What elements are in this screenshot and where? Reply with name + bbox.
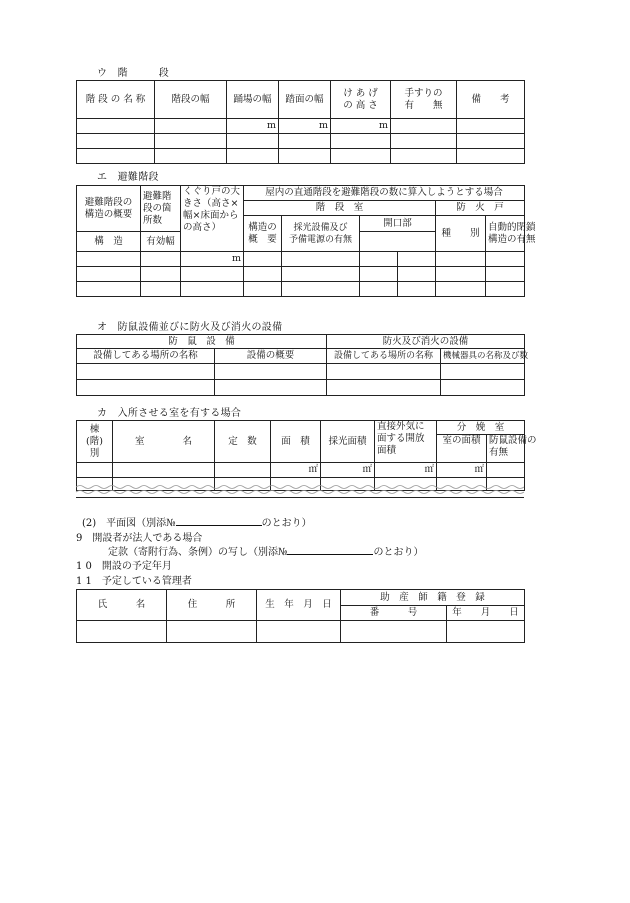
header-fire-machines: 機械器具の名称及び数	[441, 349, 525, 364]
cell-room-area-unit: ㎡	[437, 463, 487, 478]
cell-riser-height-unit: m	[331, 119, 391, 134]
header-structure-overview: 避難階段の 構造の概要	[77, 186, 141, 232]
header-capacity: 定 数	[215, 421, 271, 463]
section-evacuation-stairs-heading: エ 避難階段	[97, 172, 159, 183]
header-wicket-size: くぐり戸の大 きさ（高さ× 幅×床面から の高さ）	[181, 186, 244, 252]
header-opening-structure: 構 造	[77, 232, 141, 252]
header-opening: 開口部	[360, 216, 436, 232]
header-light-area: 採光面積	[321, 421, 375, 463]
header-delivery-room: 分 娩 室	[437, 421, 525, 435]
header-fire-door: 防 火 戸	[436, 201, 525, 216]
header-tread-width: 踏面の幅	[279, 81, 331, 119]
header-auto-close: 自動的閉鎖 構造の有無	[486, 216, 525, 252]
header-door-type: 種 別	[436, 216, 486, 252]
rodent-fire-table	[76, 334, 529, 396]
header-opening-width: 有効幅	[141, 232, 181, 252]
cell-tread-width-unit: m	[279, 119, 331, 134]
cell-remarks	[457, 119, 525, 134]
corporate-founder-line: 9 開設者が法人である場合	[76, 533, 203, 544]
header-name: 氏 名	[77, 590, 167, 621]
header-indoor-stairs: 屋内の直通階段を避難階段の数に算入しようとする場合	[244, 186, 525, 201]
header-stair-width: 階段の幅	[155, 81, 227, 119]
table-break-mark	[76, 483, 524, 495]
cell-registration-date[interactable]	[447, 621, 525, 643]
floor-plan-line: (2) 平面図（別添№ のとおり）	[82, 514, 312, 529]
header-stair-name: 階 段 の 名 称	[77, 81, 155, 119]
cell-stair-name	[77, 119, 155, 134]
header-rodent-place: 設備してある場所の名称	[77, 349, 215, 364]
header-fire-equipment: 防火及び消火の設備	[327, 335, 525, 349]
header-structure-summary: 構造の 概 要	[244, 216, 282, 252]
table-bottom-rule	[76, 497, 524, 498]
header-fire-place: 設備してある場所の名称	[327, 349, 441, 364]
header-registration-date: 年 月 日	[447, 606, 525, 621]
header-birthdate: 生 年 月 日	[257, 590, 341, 621]
cell-open-area-unit: ㎡	[375, 463, 437, 478]
header-area: 面 積	[271, 421, 321, 463]
header-landing-width: 踊場の幅	[227, 81, 279, 119]
cell-manager-birthdate[interactable]	[257, 621, 341, 643]
evacuation-stairs-table	[76, 185, 536, 297]
header-stair-count: 避難階 段の箇 所数	[141, 186, 181, 232]
section-stairs-heading: ウ 階 段	[97, 68, 170, 79]
articles-attachment-blank[interactable]	[287, 544, 373, 555]
header-handrail: 手すりの 有 無	[391, 81, 457, 119]
planned-manager-line: 1 1 予定している管理者	[76, 576, 192, 587]
section-rodent-fire-heading: オ 防鼠設備並びに防火及び消火の設備	[97, 322, 283, 333]
cell-landing-width-unit: m	[227, 119, 279, 134]
header-rodent-summary: 設備の概要	[215, 349, 327, 364]
header-stair-room: 階 段 室	[244, 201, 436, 216]
stairs-table	[76, 80, 525, 164]
section-inpatient-rooms-heading: カ 入所させる室を有する場合	[97, 408, 242, 419]
cell-wicket-size-unit: m	[181, 252, 244, 267]
header-building-floor: 棟 (階) 別	[77, 421, 113, 463]
cell-manager-address[interactable]	[167, 621, 257, 643]
header-lighting-power: 採光設備及び 予備電源の有無	[282, 216, 360, 252]
header-rodent-equipment: 防 鼠 設 備	[77, 335, 327, 349]
cell-area-unit: ㎡	[271, 463, 321, 478]
manager-table	[76, 589, 525, 643]
opening-date-line: 1 0 開設の予定年月	[76, 561, 172, 572]
cell-stair-width	[155, 119, 227, 134]
header-address: 住 所	[167, 590, 257, 621]
header-open-area: 直接外気に 面する開放 面積	[375, 421, 437, 463]
cell-registration-number[interactable]	[341, 621, 447, 643]
header-remarks: 備 考	[457, 81, 525, 119]
cell-handrail	[391, 119, 457, 134]
header-room-area: 室の面積	[437, 435, 487, 463]
inpatient-rooms-table	[76, 420, 537, 491]
header-rodent-present: 防鼠設備の 有無	[487, 435, 525, 463]
cell-light-area-unit: ㎡	[321, 463, 375, 478]
header-midwife-registration: 助 産 師 籍 登 録	[341, 590, 525, 606]
header-registration-number: 番 号	[341, 606, 447, 621]
header-room-name: 室 名	[113, 421, 215, 463]
header-riser-height: け あ げ の 高 さ	[331, 81, 391, 119]
cell-manager-name[interactable]	[77, 621, 167, 643]
articles-copy-line: 定款（寄附行為、条例）の写し（別添№ のとおり）	[108, 543, 423, 558]
attachment-number-blank[interactable]	[176, 515, 262, 526]
